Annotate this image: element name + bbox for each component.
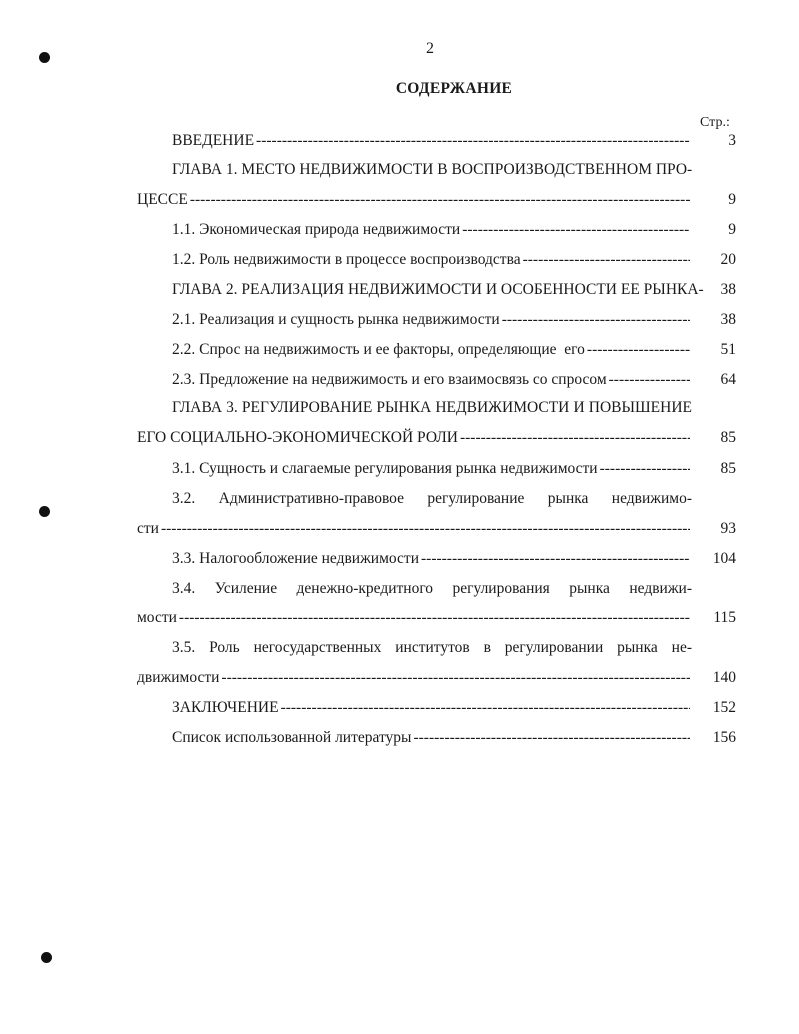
toc-entry-page: 85	[720, 429, 736, 446]
leader-dots	[502, 309, 690, 331]
toc-entry-page: 20	[720, 251, 736, 268]
toc-entry-text: 1.1. Экономическая природа недвижимости	[172, 221, 461, 238]
toc-entry-text: ГЛАВА 1. МЕСТО НЕДВИЖИМОСТИ В ВОСПРОИЗВОДСТВЕННОМ ПРО-	[172, 161, 693, 178]
leader-dots	[256, 130, 690, 152]
toc-entry-text: 3.1. Сущность и слагаемые регулирования рынка недвижимости	[172, 460, 598, 477]
leader-dots	[281, 697, 690, 719]
toc-entry-3-3[interactable]	[172, 548, 692, 570]
toc-entry-text: 2.1. Реализация и сущность рынка недвижимости	[172, 311, 500, 328]
toc-entry-1-2[interactable]	[172, 249, 692, 271]
toc-entry-chapter-1-line2[interactable]	[137, 189, 692, 211]
toc-entry-text: ЕГО СОЦИАЛЬНО-ЭКОНОМИЧЕСКОЙ РОЛИ	[137, 429, 458, 446]
page-column-header: Стр.:	[700, 115, 730, 130]
leader-dots	[587, 339, 690, 361]
toc-entry-3-5-line1[interactable]	[172, 637, 692, 659]
leader-dots	[221, 667, 690, 689]
toc-entry-page: 9	[728, 221, 736, 238]
toc-entry-3-4-line1[interactable]	[172, 578, 692, 600]
toc-entry-page: 85	[720, 460, 736, 477]
leader-dots	[460, 427, 690, 449]
toc-entry-text: ЦЕССЕ	[137, 191, 188, 208]
toc-entry-page: 38	[720, 311, 736, 328]
toc-entry-chapter-3-line2[interactable]	[137, 427, 692, 449]
toc-entry-text: движимости	[137, 669, 220, 686]
toc-entry-chapter-1-line1[interactable]	[172, 159, 692, 181]
toc-entry-3-1[interactable]	[172, 458, 692, 480]
toc-entry-page: 38	[720, 281, 736, 298]
toc-entry-3-2-line1[interactable]	[172, 488, 692, 510]
page-title: СОДЕРЖАНИЕ	[395, 80, 513, 97]
toc-entry-page: 115	[713, 609, 736, 626]
toc-entry-conclusion[interactable]	[172, 697, 692, 719]
leader-dots	[421, 548, 690, 570]
toc-entry-page: 93	[720, 520, 736, 537]
toc-entry-text: 2.2. Спрос на недвижимость и ее факторы, определяющие его	[172, 341, 585, 358]
toc-entry-2-2[interactable]	[172, 339, 692, 361]
toc-entry-1-1[interactable]	[172, 219, 692, 241]
toc-entry-text: ЗАКЛЮЧЕНИЕ	[172, 699, 279, 716]
toc-entry-page: 9	[728, 191, 736, 208]
leader-dots	[413, 727, 690, 749]
toc-entry-2-1[interactable]	[172, 309, 692, 331]
toc-entry-page: 152	[712, 699, 736, 716]
toc-entry-page: 156	[712, 729, 736, 746]
toc-entry-text: ВВЕДЕНИЕ	[172, 132, 255, 149]
page-number: 2	[426, 40, 434, 57]
leader-dots	[179, 607, 690, 629]
toc-entry-text: 3.3. Налогообложение недвижимости	[172, 550, 419, 567]
toc-entry-text: 3.2. Административно-правовое регулирование рынка недвижимо-	[172, 490, 692, 507]
toc-entry-text: ГЛАВА 2. РЕАЛИЗАЦИЯ НЕДВИЖИМОСТИ И ОСОБЕННОСТИ ЕЕ РЫНКА-	[172, 281, 704, 298]
toc-entry-chapter-2[interactable]	[172, 279, 704, 301]
toc-entry-page: 3	[728, 132, 736, 149]
toc-entry-bibliography[interactable]	[172, 727, 692, 749]
toc-entry-text: 3.4. Усиление денежно-кредитного регулирования рынка недвижи-	[172, 580, 692, 597]
toc-entry-text: 1.2. Роль недвижимости в процессе воспроизводства	[172, 251, 521, 268]
toc-entry-text: мости	[137, 609, 177, 626]
toc-entry-3-4-line2[interactable]	[137, 607, 692, 629]
toc-entry-page: 104	[712, 550, 736, 567]
toc-entry-text: ГЛАВА 3. РЕГУЛИРОВАНИЕ РЫНКА НЕДВИЖИМОСТИ И ПОВЫШЕНИЕ	[172, 399, 692, 416]
toc-entry-chapter-3-line1[interactable]	[172, 397, 692, 419]
leader-dots	[190, 189, 690, 211]
leader-dots	[600, 458, 690, 480]
toc-entry-text: сти	[137, 520, 159, 537]
leader-dots	[161, 518, 690, 540]
toc-entry-introduction[interactable]	[172, 130, 692, 152]
leader-dots	[462, 219, 690, 241]
leader-dots	[523, 249, 690, 271]
toc-entry-text: Список использованной литературы	[172, 729, 412, 746]
toc-entry-page: 64	[720, 371, 736, 388]
toc-entry-2-3[interactable]	[172, 369, 692, 391]
toc-entry-text: 2.3. Предложение на недвижимость и его взаимосвязь со спросом	[172, 371, 607, 388]
toc-entry-3-2-line2[interactable]	[137, 518, 692, 540]
leader-dots	[609, 369, 690, 391]
toc-entry-3-5-line2[interactable]	[137, 667, 692, 689]
toc-entry-page: 51	[720, 341, 736, 358]
toc-entry-page: 140	[712, 669, 736, 686]
toc-entry-text: 3.5. Роль негосударственных институтов в регулировании рынка не-	[172, 639, 692, 656]
